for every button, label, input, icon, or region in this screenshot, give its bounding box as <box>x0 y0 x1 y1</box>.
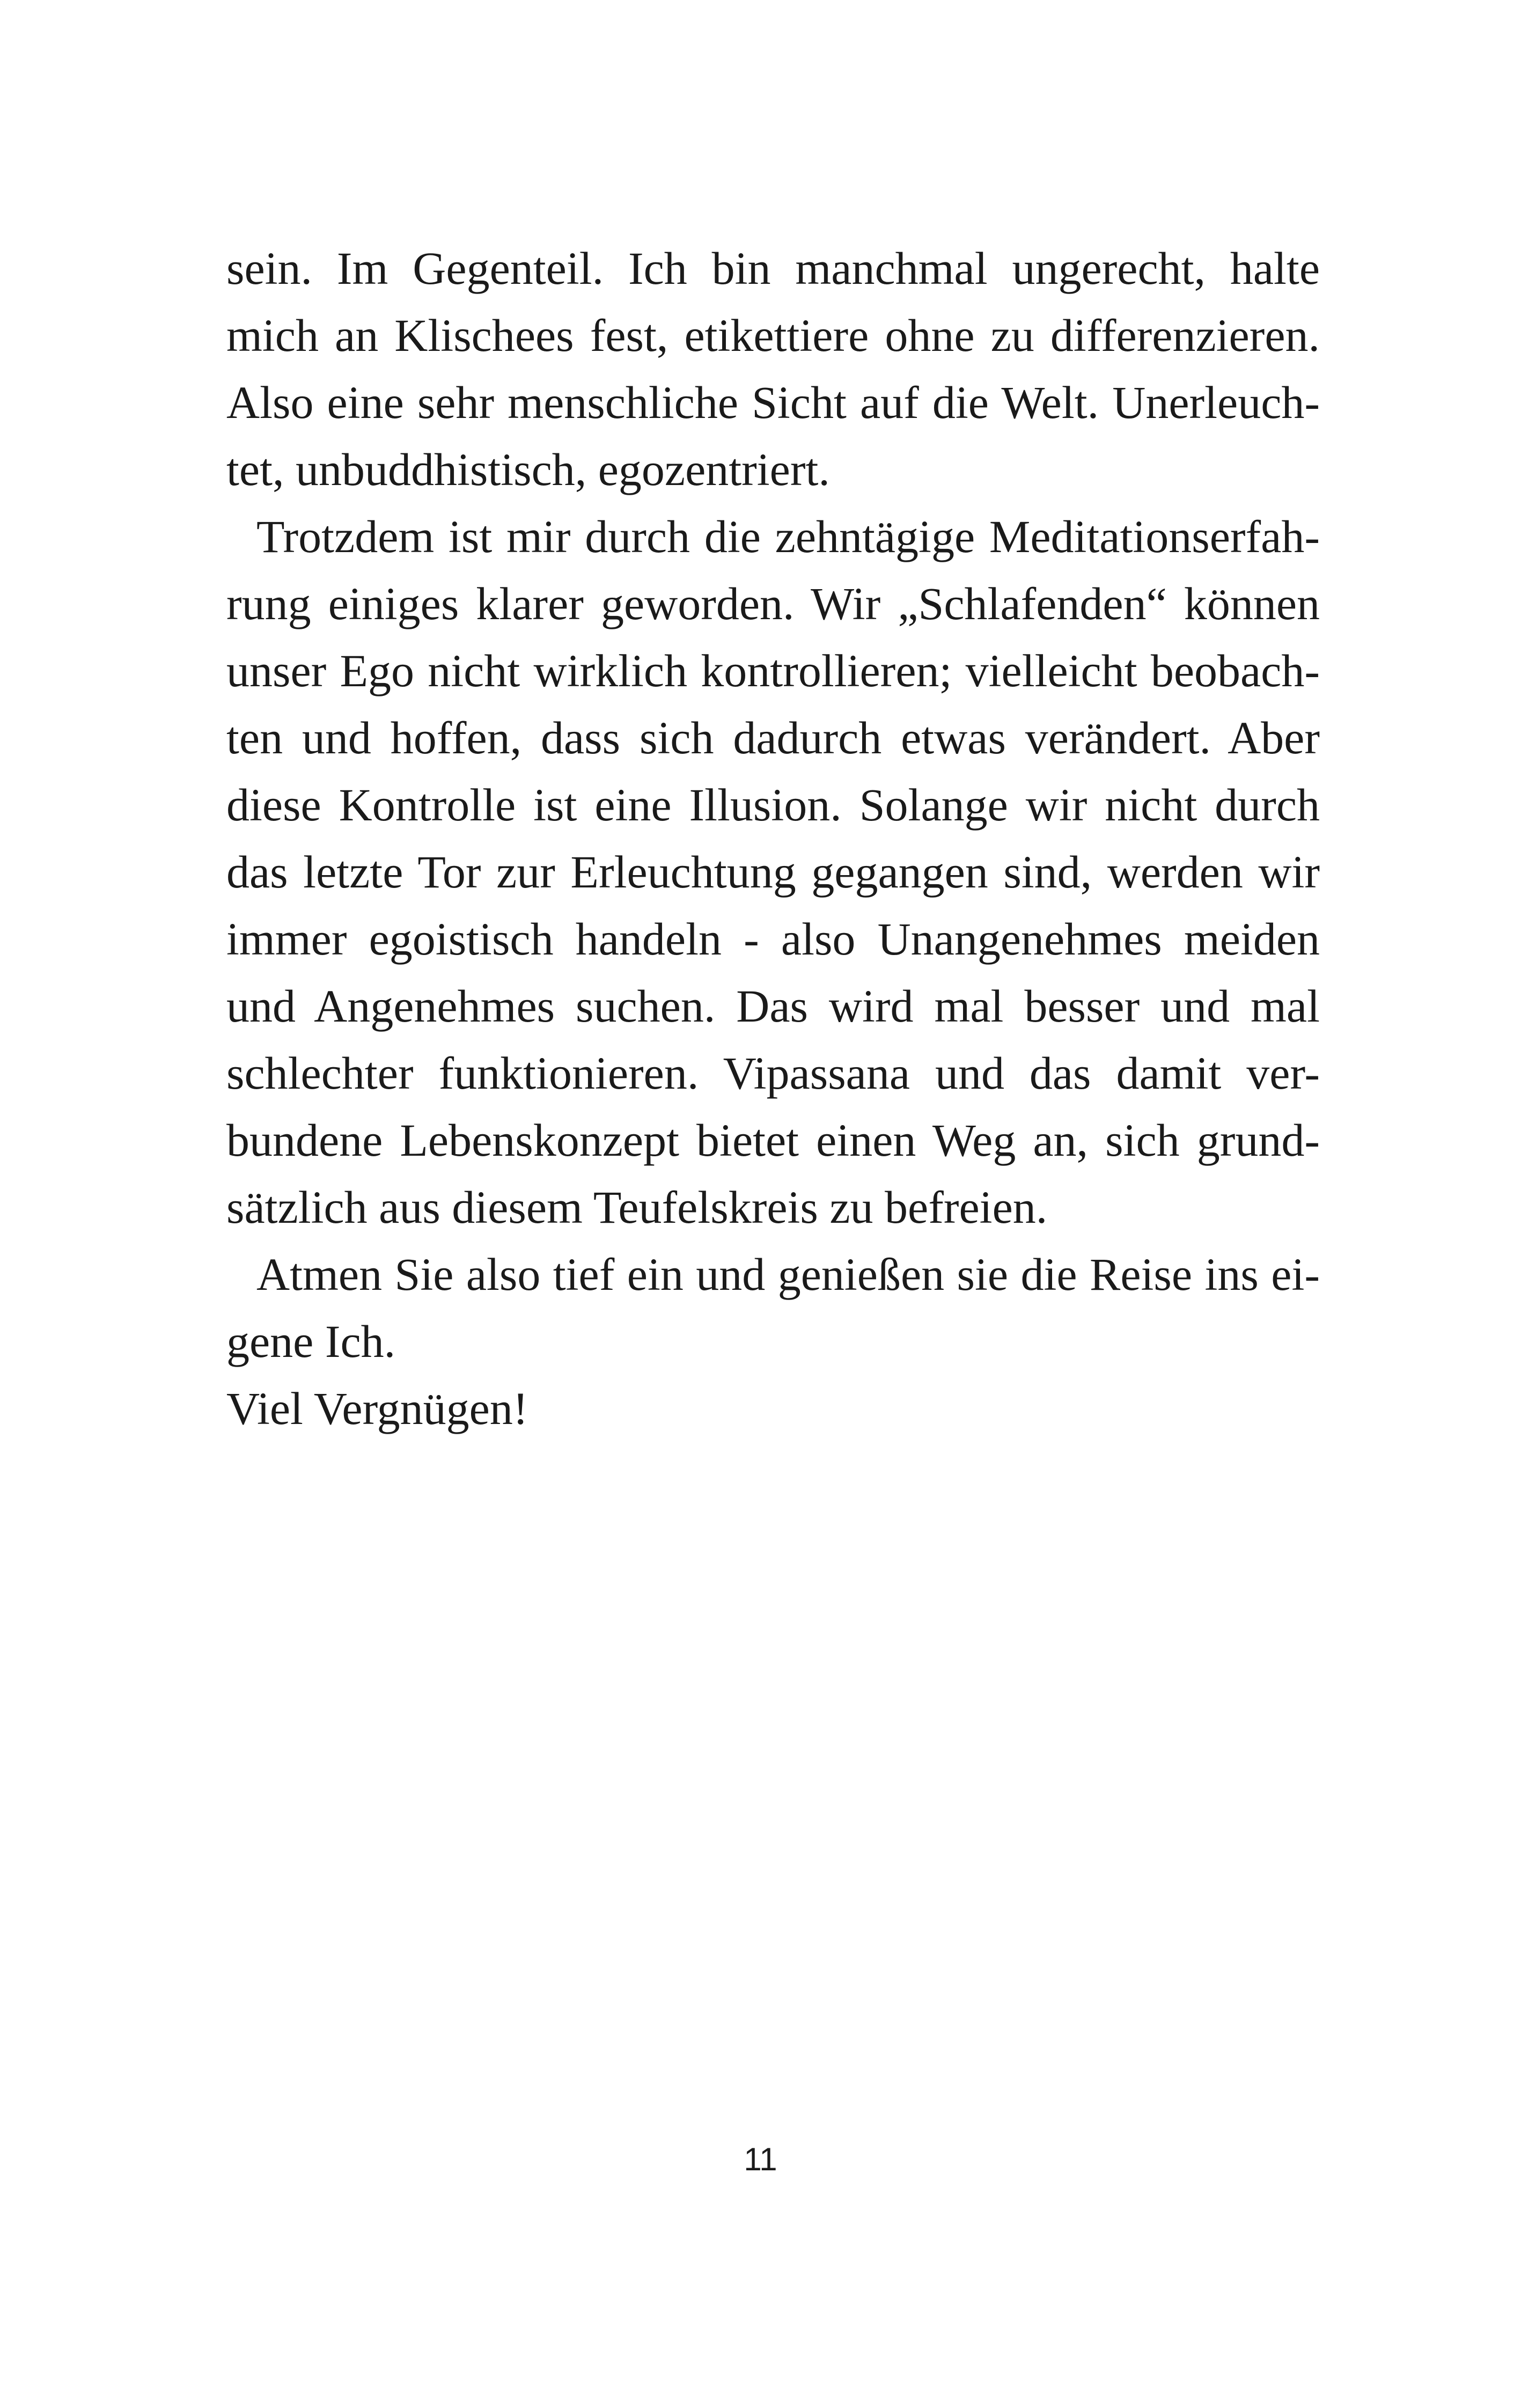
text-line: rung einiges klarer geworden. Wir „Schlafenden“ können <box>226 578 1320 629</box>
text-line: ten und hoffen, dass sich dadurch etwas verändert. Aber <box>226 712 1320 763</box>
text-line: Also eine sehr menschliche Sicht auf die Welt. Unerleuch- <box>226 377 1320 428</box>
text-line: bundene Lebenskonzept bietet einen Weg an, sich grund- <box>226 1114 1320 1166</box>
paragraph-end-line: tet, unbuddhistisch, egozentriert. <box>226 444 830 495</box>
text-line: unser Ego nicht wirklich kontrollieren; vielleicht beobach- <box>226 645 1320 696</box>
body-text <box>226 235 1320 1442</box>
page-number: 11 <box>744 2141 777 2177</box>
text-line: sein. Im Gegenteil. Ich bin manchmal ungerecht, halte <box>226 243 1320 294</box>
text-line: das letzte Tor zur Erleuchtung gegangen sind, werden wir <box>226 846 1320 898</box>
paragraph-end-line: sätzlich aus diesem Teufelskreis zu befreien. <box>226 1181 1048 1233</box>
paragraph-start-line: Atmen Sie also tief ein und genießen sie die Reise ins ei- <box>256 1249 1320 1300</box>
paragraph-end-line: gene Ich. <box>226 1316 396 1367</box>
text-line: diese Kontrolle ist eine Illusion. Solange wir nicht durch <box>226 779 1320 831</box>
text-line: immer egoistisch handeln - also Unangenehmes meiden <box>226 913 1320 965</box>
closing-line: Viel Vergnügen! <box>226 1383 528 1434</box>
text-line: und Angenehmes suchen. Das wird mal besser und mal <box>226 980 1320 1032</box>
text-line: schlechter funktionieren. Vipassana und das damit ver- <box>226 1047 1320 1099</box>
paragraph-start-line: Trotzdem ist mir durch die zehntägige Meditationserfah- <box>256 511 1320 562</box>
text-line: mich an Klischees fest, etikettiere ohne zu differenzieren. <box>226 310 1320 361</box>
